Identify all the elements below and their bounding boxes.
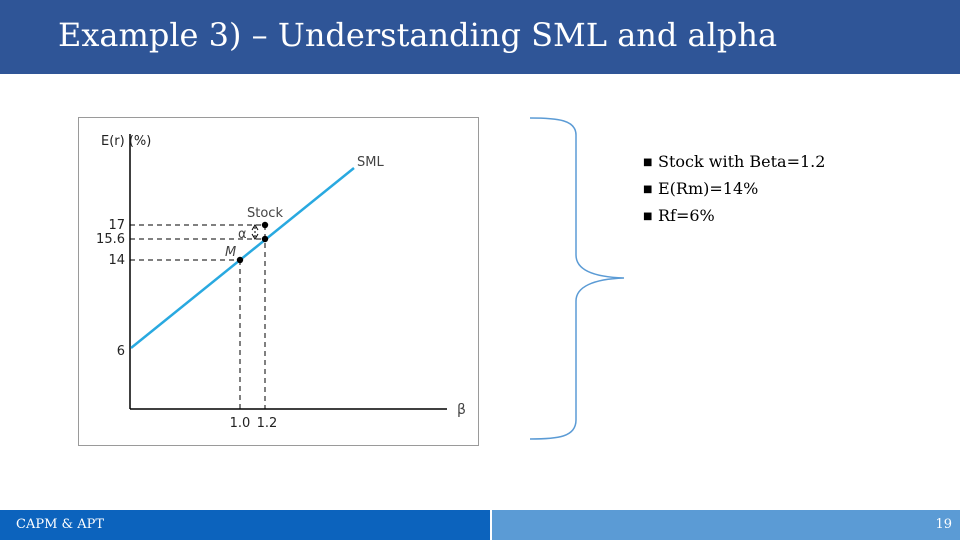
footer-title: CAPM & APT [16, 517, 105, 532]
bullet-text: Stock with Beta=1.2 [658, 152, 826, 171]
bullet-marker: ■ [643, 211, 653, 222]
footer-right [492, 510, 960, 540]
bullet-marker: ■ [643, 157, 653, 168]
stock-point [262, 222, 268, 228]
bullet-marker: ■ [643, 184, 653, 195]
stock-label: Stock [247, 206, 283, 221]
market-label: M [225, 245, 237, 260]
x-axis-label: β [457, 402, 466, 418]
bullet-text: E(Rm)=14% [658, 179, 759, 198]
bullet-item-rf [643, 206, 825, 233]
title-bar [0, 0, 960, 74]
right-brace [528, 115, 628, 445]
y-tick-17: 17 [108, 218, 125, 233]
market-point [237, 257, 243, 263]
sml-chart [79, 118, 478, 445]
x-tick-1-2: 1.2 [256, 416, 278, 431]
y-tick-14: 14 [108, 253, 125, 268]
bullet-list [643, 152, 825, 233]
slide-title: Example 3) – Understanding SML and alpha [58, 16, 778, 54]
bullet-item-erm [643, 179, 825, 206]
sml-figure [78, 117, 479, 446]
footer-left [0, 510, 490, 540]
sml-line [131, 168, 354, 348]
bullet-item-beta [643, 152, 825, 179]
alpha-label: α [238, 227, 247, 242]
sml-label: SML [357, 155, 384, 170]
sml-point-beta-1-2 [262, 236, 268, 242]
bullet-text: Rf=6% [658, 206, 715, 225]
page-number: 19 [935, 517, 952, 532]
y-tick-15-6: 15.6 [96, 232, 125, 247]
y-tick-6: 6 [116, 344, 125, 359]
y-axis-label: E(r) (%) [101, 134, 152, 149]
x-tick-1-0: 1.0 [229, 416, 251, 431]
